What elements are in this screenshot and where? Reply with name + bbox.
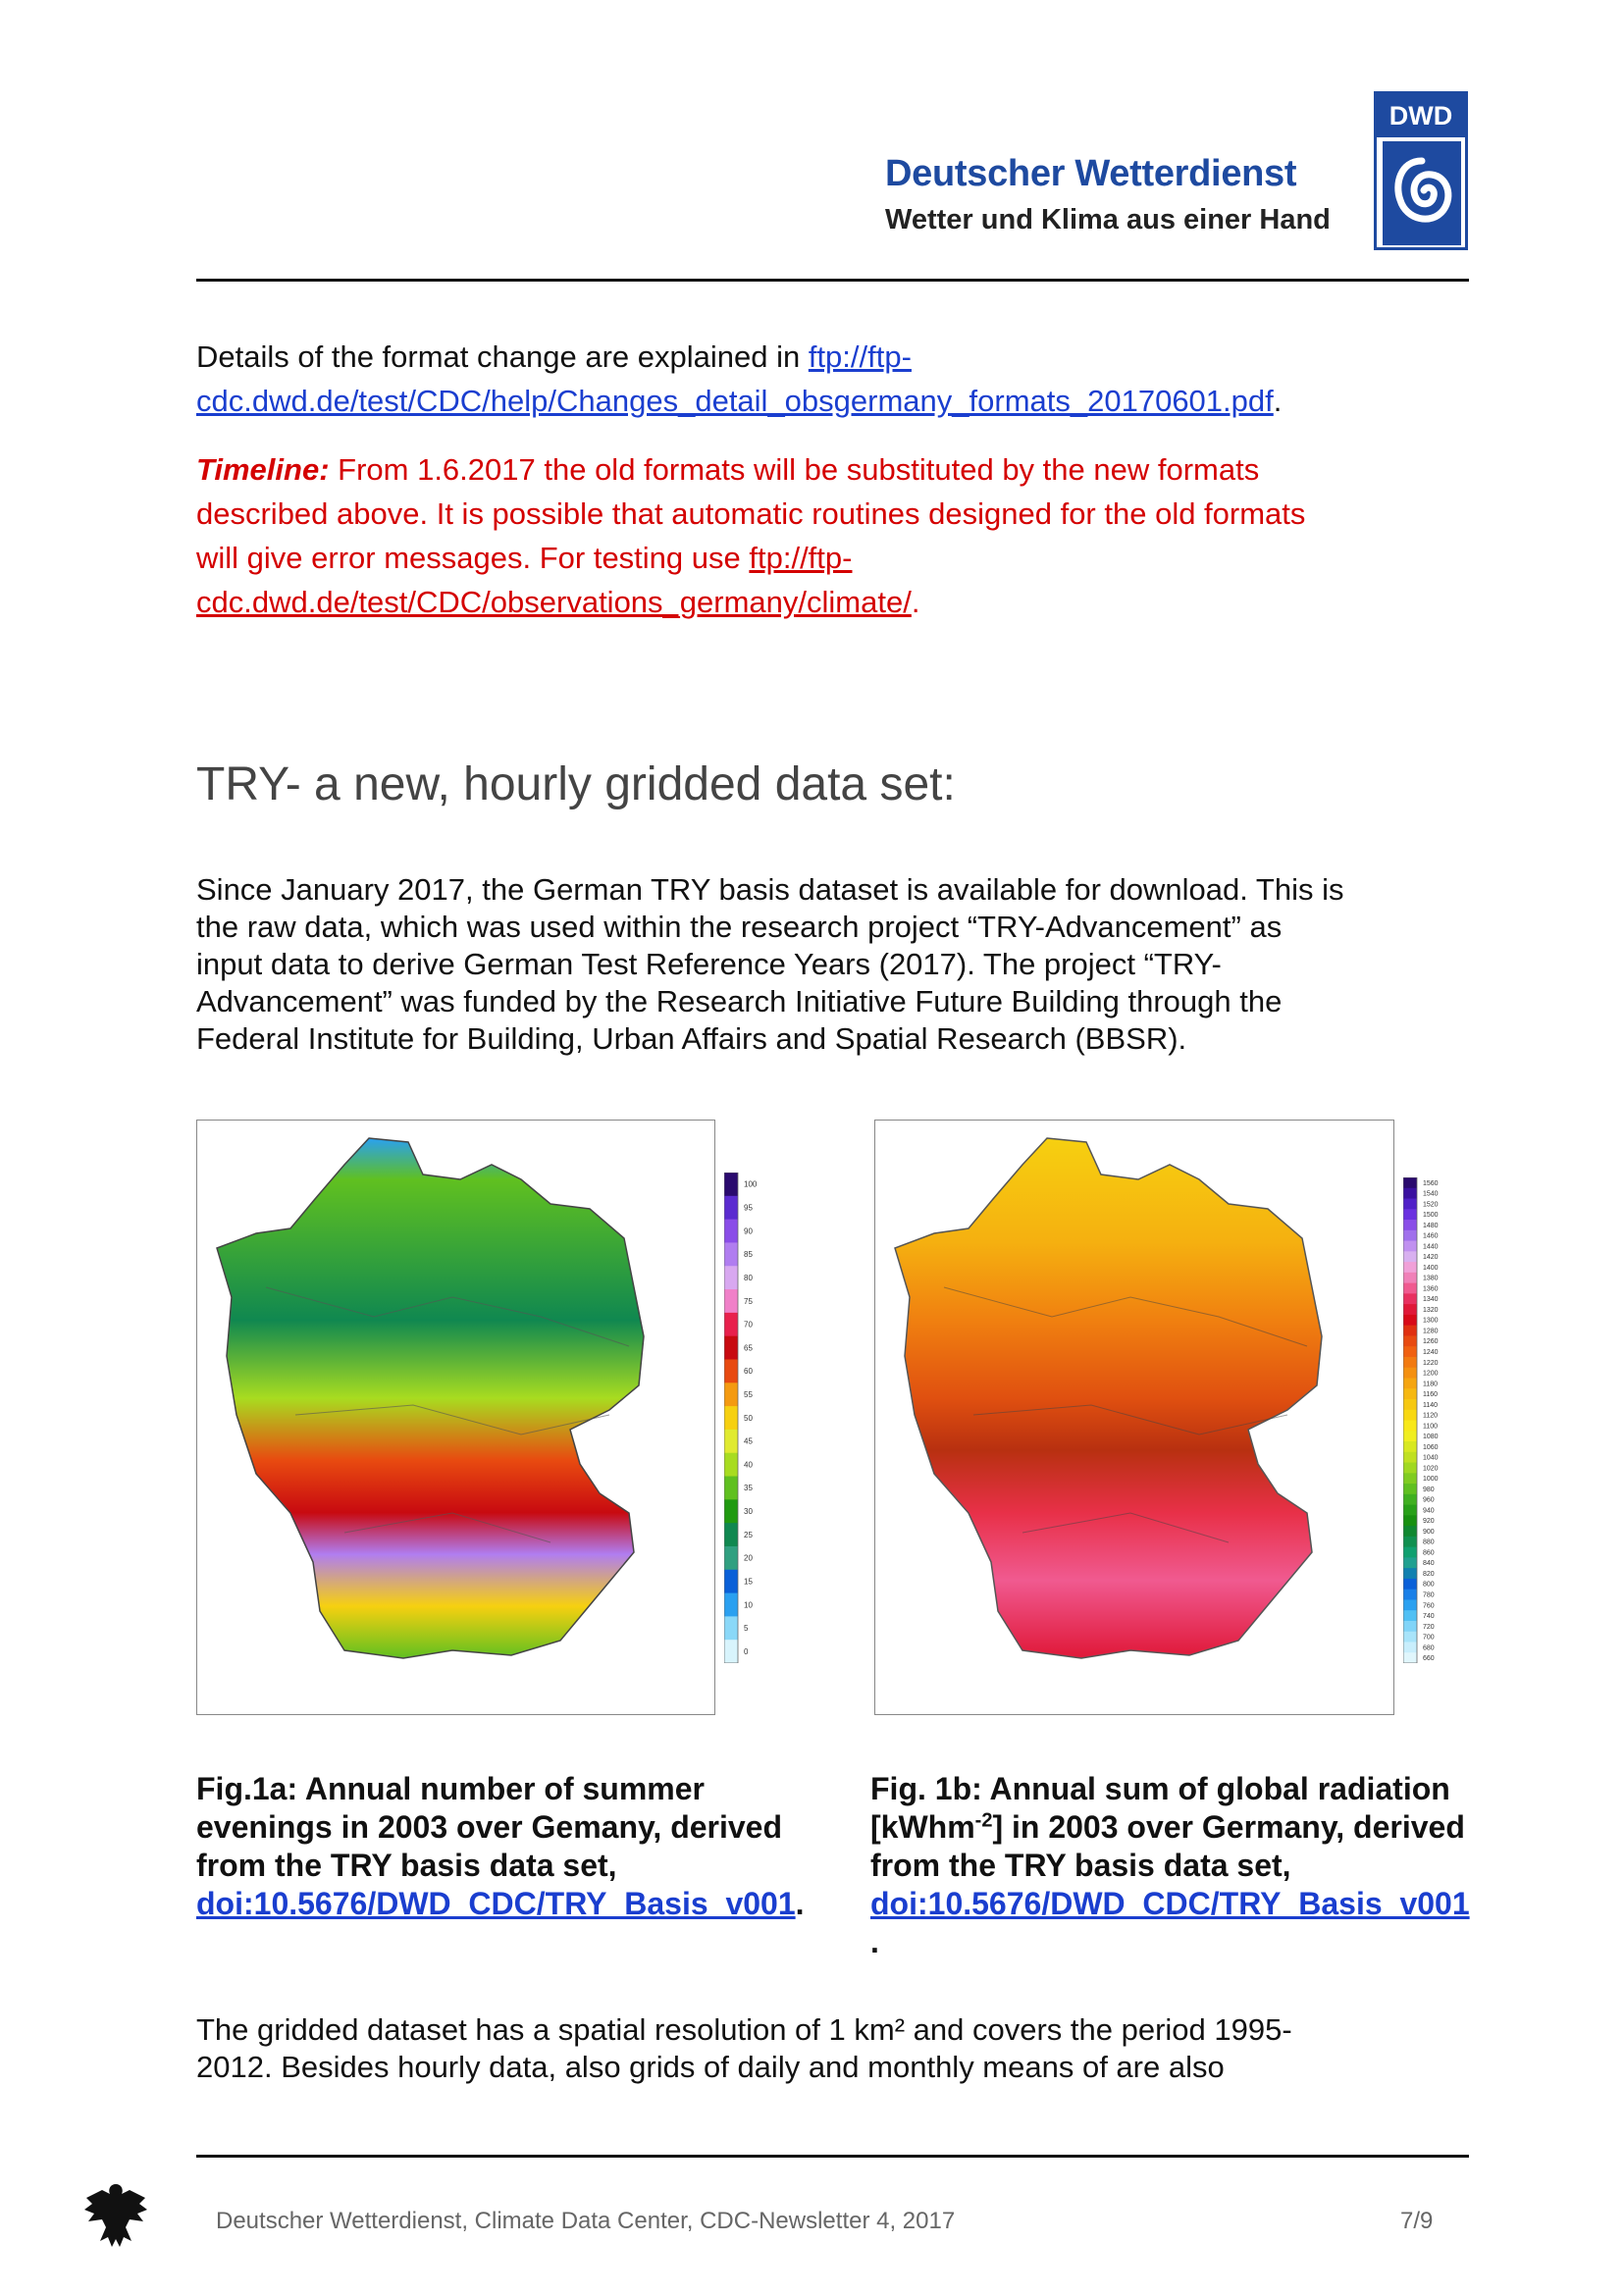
legend-tick-label: 95 xyxy=(744,1203,753,1213)
legend-tick-label: 660 xyxy=(1423,1655,1435,1663)
legend-swatch xyxy=(724,1196,738,1220)
legend-tick-label: 1560 xyxy=(1423,1179,1439,1187)
legend-swatch xyxy=(1403,1463,1417,1474)
footer-rule xyxy=(196,2155,1469,2158)
legend-swatch xyxy=(724,1220,738,1243)
legend-tick-label: 960 xyxy=(1423,1496,1435,1504)
legend-swatch xyxy=(724,1477,738,1500)
legend-tick-label: 5 xyxy=(744,1624,749,1634)
legend-tick-label: 980 xyxy=(1423,1486,1435,1493)
legend-swatch xyxy=(1403,1473,1417,1484)
legend-tick-label: 35 xyxy=(744,1484,753,1493)
legend-swatch xyxy=(1403,1293,1417,1304)
legend-swatch xyxy=(1403,1452,1417,1463)
federal-eagle-icon xyxy=(77,2176,155,2255)
swirl-icon xyxy=(1383,141,1461,245)
legend-tick-label: 1180 xyxy=(1423,1381,1439,1388)
figure-1b-caption: Fig. 1b: Annual sum of global radiation [kWhm$^{-2}$] in 2003 over Germany, derived from the TRY basis data set, doi:10.5676/DWD_CDC/TRY_Basis_v001 . xyxy=(870,1771,1470,1959)
legend-swatch xyxy=(1403,1537,1417,1547)
legend-swatch xyxy=(724,1266,738,1289)
legend-tick-label: 740 xyxy=(1423,1613,1435,1621)
legend-swatch xyxy=(724,1640,738,1663)
legend-tick-label: 1360 xyxy=(1423,1285,1439,1293)
legend-tick-label: 1540 xyxy=(1423,1190,1439,1198)
germany-outline xyxy=(895,1138,1322,1658)
legend-swatch xyxy=(1403,1557,1417,1568)
legend-tick-label: 1320 xyxy=(1423,1306,1439,1314)
legend-tick-label: 50 xyxy=(744,1413,753,1423)
legend-tick-label: 30 xyxy=(744,1507,753,1517)
legend-swatch xyxy=(1403,1326,1417,1336)
legend-swatch xyxy=(1403,1431,1417,1441)
figure-1a-caption: Fig.1a: Annual number of summer evenings in 2003 over Gemany, derived from the TRY basis data set, doi:10.5676/DWD_CDC/TRY_Basis_v001. xyxy=(196,1771,805,1921)
legend-swatch xyxy=(724,1523,738,1546)
page-number: 7/9 xyxy=(1400,2208,1434,2234)
figure-1a-map xyxy=(196,1120,715,1715)
legend-tick-label: 1520 xyxy=(1423,1201,1439,1209)
legend-tick-label: 60 xyxy=(744,1367,753,1377)
testing-ftp-link[interactable]: ftp://ftp- cdc.dwd.de/test/CDC/observations_germany/climate/ xyxy=(196,541,912,619)
legend-swatch xyxy=(1403,1526,1417,1537)
legend-tick-label: 880 xyxy=(1423,1539,1435,1546)
legend-tick-label: 1400 xyxy=(1423,1264,1439,1272)
legend-tick-label: 1280 xyxy=(1423,1328,1439,1335)
legend-swatch xyxy=(724,1313,738,1336)
legend-tick-label: 1000 xyxy=(1423,1476,1439,1484)
legend-swatch xyxy=(1403,1421,1417,1432)
legend-tick-label: 700 xyxy=(1423,1634,1435,1642)
figure-1b-map xyxy=(874,1120,1394,1715)
legend-tick-label: 1260 xyxy=(1423,1338,1439,1346)
legend-tick-label: 800 xyxy=(1423,1581,1435,1589)
legend-swatch xyxy=(1403,1220,1417,1230)
figure-1a-legend xyxy=(724,1173,783,1668)
legend-swatch xyxy=(1403,1610,1417,1621)
legend-swatch xyxy=(1403,1642,1417,1652)
legend-tick-label: 90 xyxy=(744,1226,753,1236)
legend-tick-label: 1020 xyxy=(1423,1465,1439,1473)
legend-tick-label: 1040 xyxy=(1423,1454,1439,1462)
legend-tick-label: 900 xyxy=(1423,1528,1435,1536)
legend-tick-label: 1480 xyxy=(1423,1222,1439,1229)
legend-swatch xyxy=(1403,1251,1417,1262)
figure-1b-doi-link[interactable]: doi:10.5676/DWD_CDC/TRY_Basis_v001 xyxy=(870,1886,1470,1921)
legend-tick-label: 75 xyxy=(744,1296,753,1306)
legend-swatch xyxy=(1403,1515,1417,1526)
legend-swatch xyxy=(724,1382,738,1406)
legend-tick-label: 1080 xyxy=(1423,1434,1439,1441)
legend-swatch xyxy=(724,1570,738,1593)
legend-swatch xyxy=(724,1359,738,1382)
legend-swatch xyxy=(1403,1590,1417,1600)
timeline-label: Timeline: xyxy=(196,452,330,487)
legend-swatch xyxy=(724,1499,738,1523)
legend-tick-label: 680 xyxy=(1423,1644,1435,1652)
legend-swatch xyxy=(1403,1209,1417,1220)
legend-swatch xyxy=(1403,1505,1417,1516)
legend-swatch xyxy=(1403,1188,1417,1199)
legend-tick-label: 10 xyxy=(744,1600,753,1610)
legend-tick-label: 780 xyxy=(1423,1591,1435,1599)
legend-swatch xyxy=(1403,1652,1417,1663)
legend-tick-label: 1120 xyxy=(1423,1412,1439,1420)
legend-swatch xyxy=(1403,1388,1417,1399)
legend-swatch xyxy=(1403,1199,1417,1210)
legend-tick-label: 860 xyxy=(1423,1549,1435,1557)
legend-swatch xyxy=(1403,1568,1417,1579)
legend-swatch xyxy=(1403,1441,1417,1452)
legend-tick-label: 1340 xyxy=(1423,1296,1439,1304)
legend-tick-label: 1500 xyxy=(1423,1212,1439,1220)
legend-tick-label: 1060 xyxy=(1423,1443,1439,1451)
legend-tick-label: 760 xyxy=(1423,1602,1435,1610)
figure-1a-doi-link[interactable]: doi:10.5676/DWD_CDC/TRY_Basis_v001 xyxy=(196,1886,796,1921)
figure-1b-legend xyxy=(1403,1177,1462,1668)
legend-swatch xyxy=(1403,1273,1417,1283)
legend-swatch xyxy=(1403,1304,1417,1315)
legend-swatch xyxy=(1403,1368,1417,1379)
legend-swatch xyxy=(1403,1335,1417,1346)
legend-swatch xyxy=(724,1173,738,1196)
legend-tick-label: 920 xyxy=(1423,1518,1435,1526)
legend-swatch xyxy=(724,1546,738,1570)
legend-swatch xyxy=(1403,1599,1417,1610)
legend-tick-label: 1440 xyxy=(1423,1243,1439,1251)
legend-tick-label: 85 xyxy=(744,1250,753,1260)
legend-tick-label: 940 xyxy=(1423,1507,1435,1515)
legend-tick-label: 1240 xyxy=(1423,1349,1439,1357)
legend-swatch xyxy=(1403,1410,1417,1421)
format-change-paragraph: Details of the format change are explained in ftp://ftp- cdc.dwd.de/test/CDC/help/Changes_detail_obsgermany_formats_20170601.pdf. xyxy=(196,339,1283,418)
legend-swatch xyxy=(1403,1579,1417,1590)
legend-swatch xyxy=(1403,1241,1417,1252)
legend-tick-label: 40 xyxy=(744,1460,753,1470)
legend-tick-label: 1140 xyxy=(1423,1401,1439,1409)
legend-swatch xyxy=(1403,1399,1417,1410)
header-org-name: Deutscher Wetterdienst xyxy=(885,153,1297,194)
legend-tick-label: 1420 xyxy=(1423,1254,1439,1262)
legend-swatch xyxy=(1403,1177,1417,1188)
legend-swatch xyxy=(724,1430,738,1453)
legend-tick-label: 1160 xyxy=(1423,1391,1439,1399)
legend-tick-label: 70 xyxy=(744,1320,753,1330)
dwd-logo xyxy=(1374,91,1468,250)
legend-swatch xyxy=(724,1616,738,1640)
legend-tick-label: 840 xyxy=(1423,1560,1435,1568)
legend-tick-label: 720 xyxy=(1423,1623,1435,1631)
germany-outline xyxy=(217,1138,644,1658)
legend-tick-label: 25 xyxy=(744,1530,753,1539)
format-change-link[interactable]: ftp://ftp- cdc.dwd.de/test/CDC/help/Changes_detail_obsgermany_formats_20170601.pdf xyxy=(196,339,1274,418)
closing-paragraph: The gridded dataset has a spatial resolution of 1 km² and covers the period 1995- 2012. Besides hourly data, also grids of daily and monthly means of are also xyxy=(196,2012,1292,2084)
legend-tick-label: 55 xyxy=(744,1389,753,1399)
header-tagline: Wetter und Klima aus einer Hand xyxy=(885,204,1331,235)
legend-swatch xyxy=(724,1336,738,1360)
legend-swatch xyxy=(1403,1357,1417,1368)
legend-tick-label: 100 xyxy=(744,1179,758,1189)
legend-tick-label: 1220 xyxy=(1423,1359,1439,1367)
legend-swatch xyxy=(1403,1632,1417,1643)
legend-swatch xyxy=(1403,1283,1417,1294)
legend-tick-label: 1300 xyxy=(1423,1317,1439,1325)
legend-swatch xyxy=(1403,1262,1417,1273)
legend-tick-label: 65 xyxy=(744,1343,753,1353)
legend-tick-label: 820 xyxy=(1423,1570,1435,1578)
legend-swatch xyxy=(1403,1346,1417,1357)
legend-swatch xyxy=(1403,1621,1417,1632)
legend-swatch xyxy=(724,1406,738,1430)
legend-swatch xyxy=(1403,1484,1417,1494)
legend-swatch xyxy=(724,1453,738,1477)
legend-swatch xyxy=(724,1242,738,1266)
legend-swatch xyxy=(1403,1494,1417,1505)
legend-tick-label: 1100 xyxy=(1423,1423,1439,1431)
dwd-logo-text: DWD xyxy=(1377,94,1465,137)
legend-swatch xyxy=(1403,1378,1417,1388)
legend-swatch xyxy=(1403,1315,1417,1326)
legend-tick-label: 0 xyxy=(744,1646,749,1656)
legend-tick-label: 45 xyxy=(744,1436,753,1446)
legend-swatch xyxy=(724,1593,738,1617)
legend-tick-label: 15 xyxy=(744,1577,753,1587)
section-heading: TRY- a new, hourly gridded data set: xyxy=(196,758,956,810)
legend-tick-label: 1200 xyxy=(1423,1370,1439,1378)
footer-text: Deutscher Wetterdienst, Climate Data Center, CDC-Newsletter 4, 2017 xyxy=(216,2208,956,2234)
legend-swatch xyxy=(1403,1230,1417,1241)
legend-swatch xyxy=(724,1289,738,1313)
legend-tick-label: 20 xyxy=(744,1553,753,1563)
try-paragraph: Since January 2017, the German TRY basis dataset is available for download. This is the raw data, which was used within the research project “TRY-Advancement” as input data to derive German Test Reference Years (2017). The project “TRY- Advancement” was funded by the Research Initiative Future Building through the Federal Institute for Building, Urban Affairs and Spatial Research (BBSR). xyxy=(196,872,1344,1056)
header-rule xyxy=(196,279,1469,282)
legend-tick-label: 1380 xyxy=(1423,1275,1439,1282)
timeline-paragraph: Timeline: From 1.6.2017 the old formats will be substituted by the new formats described above. It is possible that automatic routines designed for the old formats will give error messages. For testing use ftp://ftp- cdc.dwd.de/test/CDC/observations_germany/climate/. xyxy=(196,452,1306,619)
legend-tick-label: 80 xyxy=(744,1273,753,1282)
legend-tick-label: 1460 xyxy=(1423,1232,1439,1240)
legend-swatch xyxy=(1403,1547,1417,1558)
